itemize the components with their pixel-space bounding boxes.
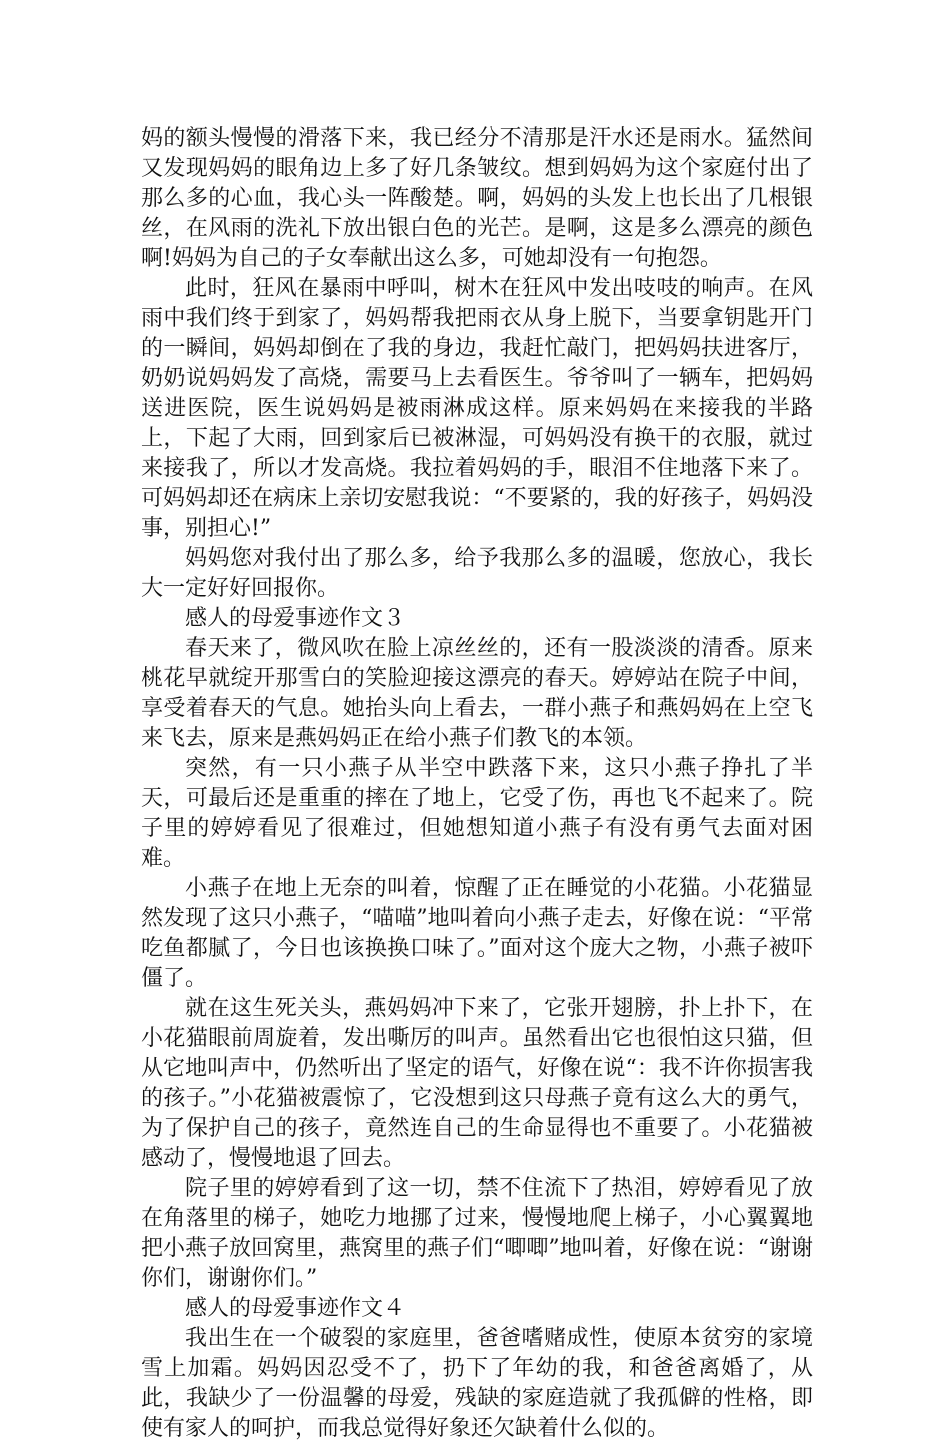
paragraph-mother-swallow: 就在这生死关头，燕妈妈冲下来了，它张开翅膀，扑上扑下，在小花猫眼前周旋着，发出嘶厉的叫声。虽然看出它也很怕这只猫，但从它地叫声中，仍然听出了坚定的语气，好像在说“：我不许你损害我的孩子。”小花猫被震惊了，它没想到这只母燕子竟有这么大的勇气，为了保护自己的孩子，竟然连自己的生命显得也不重要了。小花猫被感动了，慢慢地退了回去。 [141, 996, 813, 1171]
paragraph-swallow-falls: 突然，有一只小燕子从半空中跌落下来，这只小燕子挣扎了半天，可最后还是重重的摔在了地上，它受了伤，再也飞不起来了。院子里的婷婷看见了很难过，但她想知道小燕子有没有勇气去面对困难。 [141, 756, 813, 871]
paragraph-cat-approaches: 小燕子在地上无奈的叫着，惊醒了正在睡觉的小花猫。小花猫显然发现了这只小燕子，“喵喵”地叫着向小燕子走去，好像在说：“平常吃鱼都腻了，今日也该换换口味了。”面对这个庞大之物，小燕子被吓僵了。 [141, 876, 813, 991]
paragraph-spring: 春天来了，微风吹在脸上凉丝丝的，还有一股淡淡的清香。原来桃花早就绽开那雪白的笑脸迎接这漂亮的春天。婷婷站在院子中间，享受着春天的气息。她抬头向上看去，一群小燕子和燕妈妈在上空飞来飞去，原来是燕妈妈正在给小燕子们教飞的本领。 [141, 636, 813, 751]
paragraph-rescue: 院子里的婷婷看到了这一切，禁不住流下了热泪，婷婷看见了放在角落里的梯子，她吃力地挪了过来，慢慢地爬上梯子，小心翼翼地把小燕子放回窝里，燕窝里的燕子们“唧唧”地叫着，好像在说：“谢谢你们，谢谢你们。” [141, 1176, 813, 1291]
section-heading-4: 感人的母爱事迹作文４ [185, 1296, 406, 1321]
section-heading-3: 感人的母爱事迹作文３ [185, 606, 406, 631]
paragraph-broken-family: 我出生在一个破裂的家庭里，爸爸嗜赌成性，使原本贫穷的家境雪上加霜。妈妈因忍受不了，扔下了年幼的我，和爸爸离婚了，从此，我缺少了一份温馨的母爱，残缺的家庭造就了我孤僻的性格，即使有家人的呵护，而我总觉得好象还欠缺着什么似的。 [141, 1326, 813, 1441]
paragraph-storm-home: 此时，狂风在暴雨中呼叫，树木在狂风中发出吱吱的响声。在风雨中我们终于到家了，妈妈帮我把雨衣从身上脱下，当要拿钥匙开门的一瞬间，妈妈却倒在了我的身边，我赶忙敲门，把妈妈扶进客厅，奶奶说妈妈发了高烧，需要马上去看医生。爷爷叫了一辆车，把妈妈送进医院，医生说妈妈是被雨淋成这样。原来妈妈在来接我的半路上，下起了大雨，回到家后已被淋湿，可妈妈没有换干的衣服，就过来接我了，所以才发高烧。我拉着妈妈的手，眼泪不住地落下来了。可妈妈却还在病床上亲切安慰我说：“不要紧的，我的好孩子，妈妈没事，别担心!” [141, 276, 813, 541]
paragraph-continuation: 妈的额头慢慢的滑落下来，我已经分不清那是汗水还是雨水。猛然间又发现妈妈的眼角边上多了好几条皱纹。想到妈妈为这个家庭付出了那么多的心血，我心头一阵酸楚。啊，妈妈的头发上也长出了几根银丝，在风雨的洗礼下放出银白色的光芒。是啊，这是多么漂亮的颜色啊!妈妈为自己的子女奉献出这么多，可她却没有一句抱怨。 [141, 126, 813, 271]
paragraph-gratitude: 妈妈您对我付出了那么多，给予我那么多的温暖，您放心，我长大一定好好回报你。 [141, 546, 813, 601]
document-body [141, 124, 813, 1444]
